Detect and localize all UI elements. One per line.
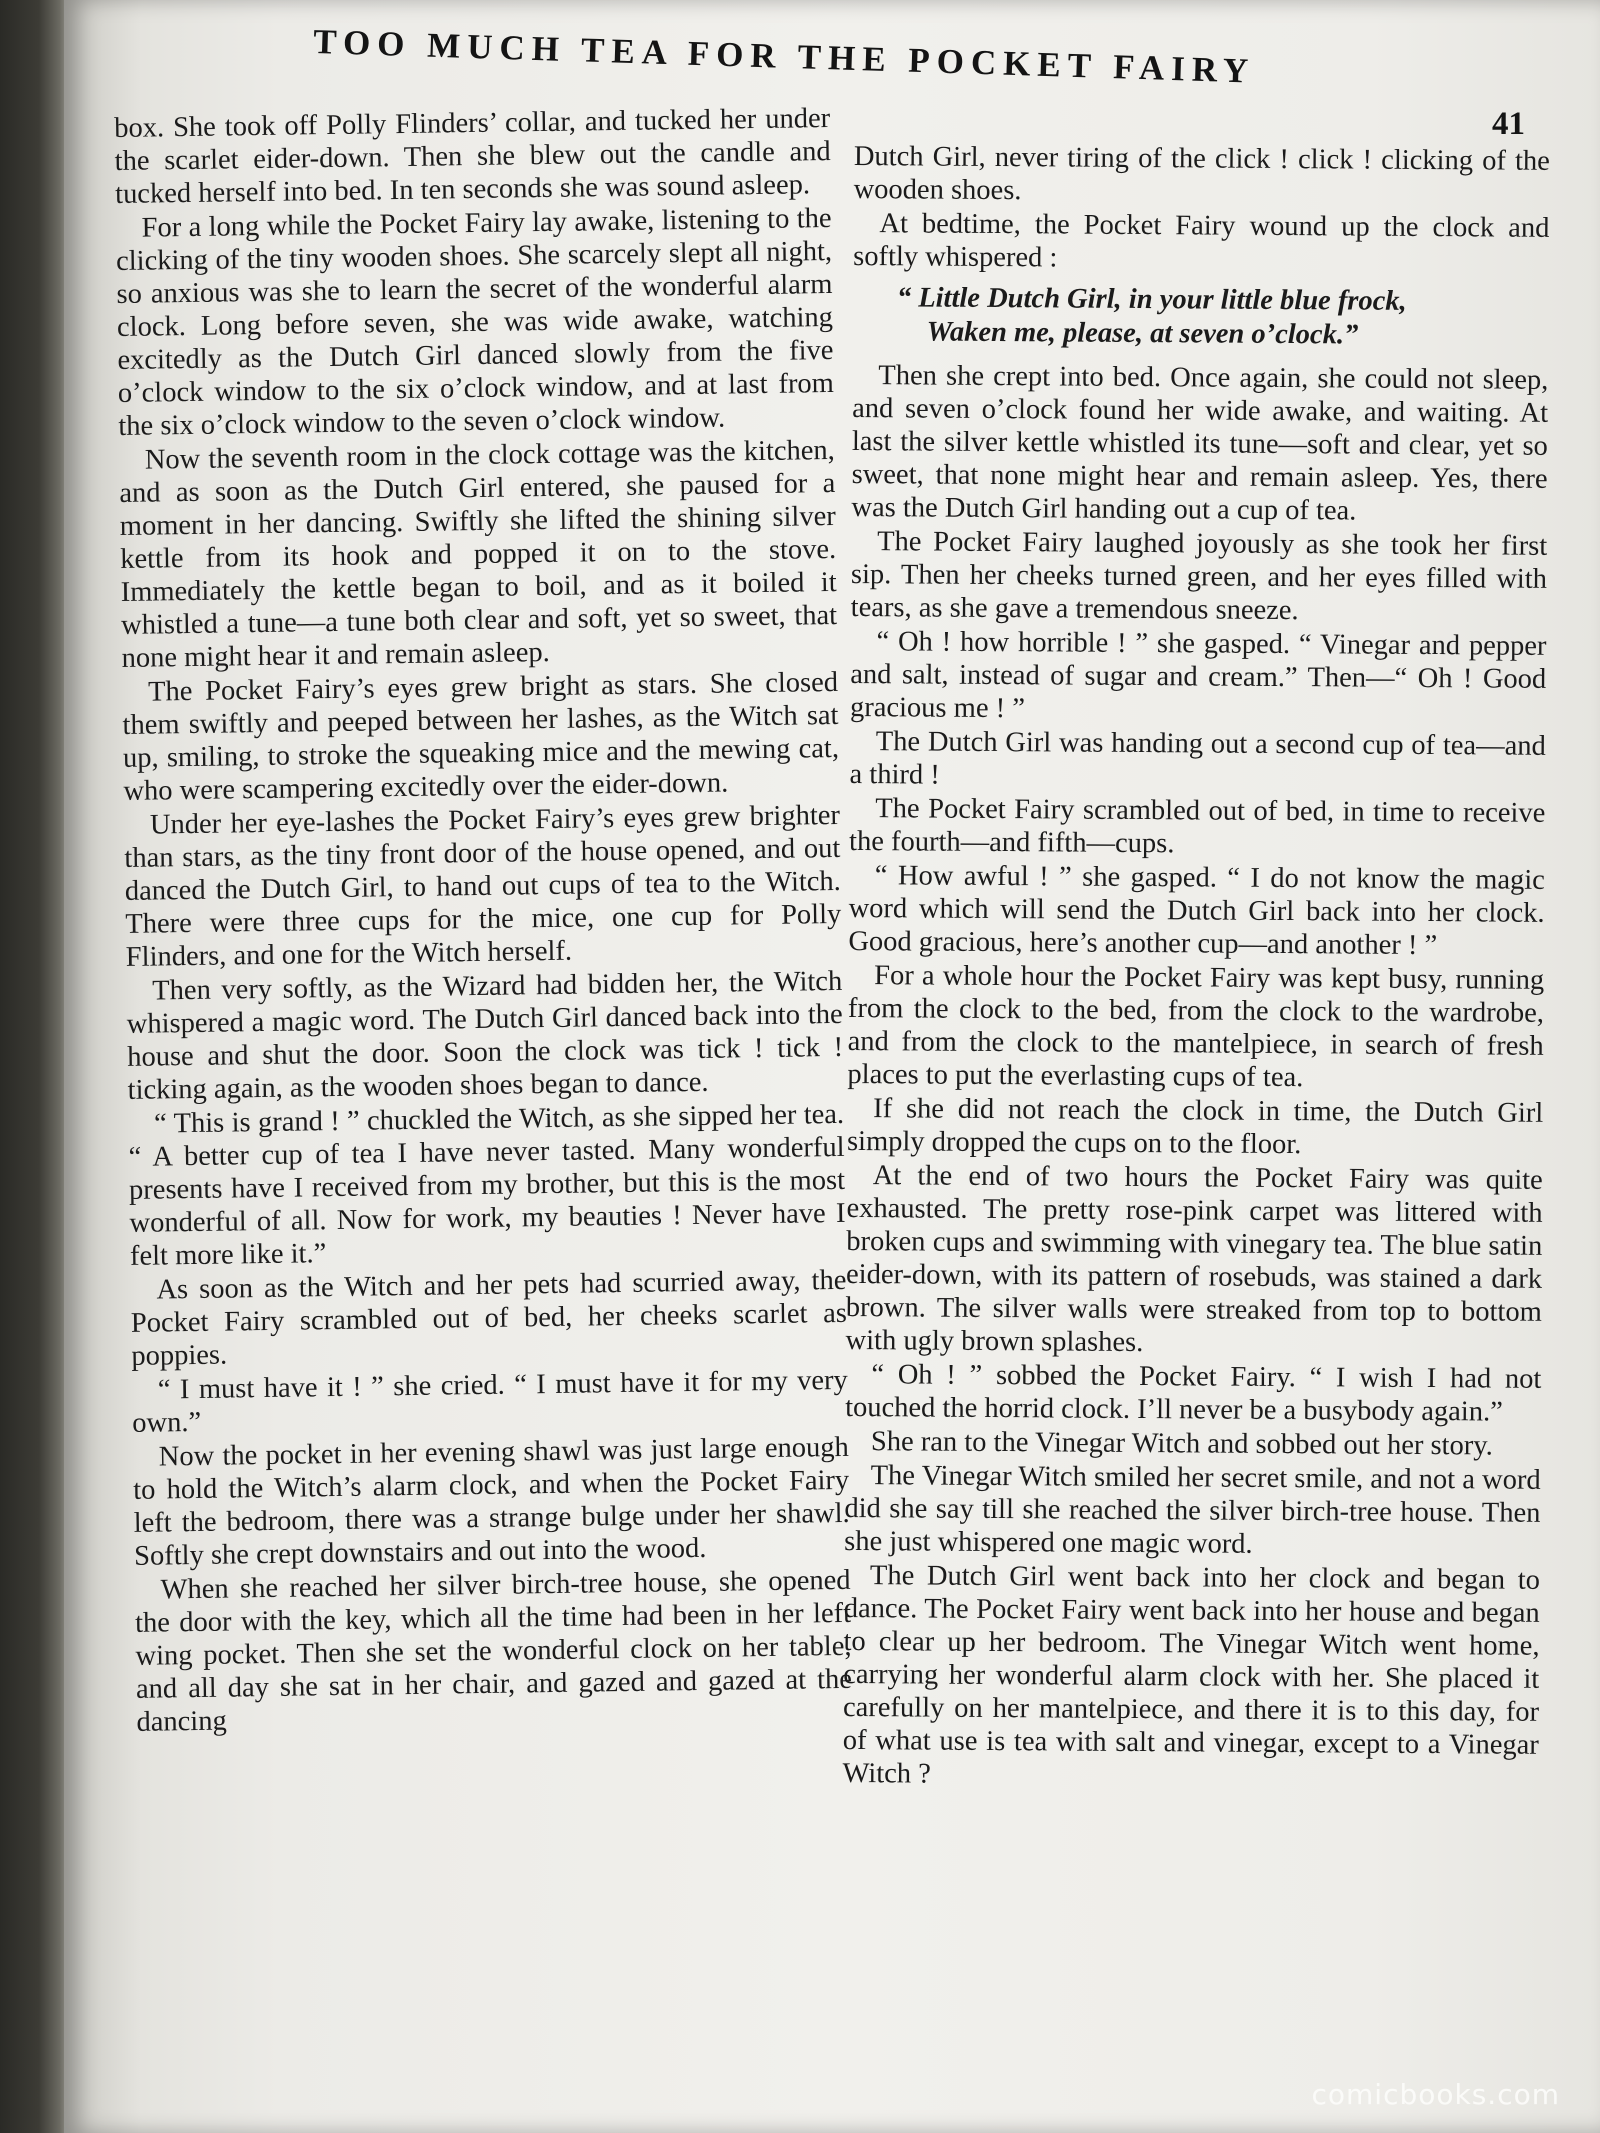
paragraph: box. She took off Polly Flinders’ collar, and tucked her under the scarlet eider-down. Then she blew out the candle and tucked herself into bed. In ten seconds she was sound asleep.	[114, 103, 831, 210]
verse-line: “ Little Dutch Girl, in your little blue frock,	[896, 282, 1407, 317]
book-page	[64, 0, 1600, 2133]
verse-block	[897, 281, 1549, 354]
paragraph: For a whole hour the Pocket Fairy was kept busy, running from the clock to the bed, from the clock to the wardrobe, and from the clock to the mantelpiece, in search of fresh places to put the everlasting cups of tea.	[847, 960, 1545, 1094]
page-number: 41	[1492, 106, 1525, 142]
source-watermark: comicbooks.com	[1311, 2078, 1560, 2111]
paragraph: “ How awful ! ” she gasped. “ I do not know the magic word which will send the Dutch Girl back into her clock. Good gracious, here’s another cup—and another ! ”	[848, 860, 1545, 962]
paragraph: “ Oh ! how horrible ! ” she gasped. “ Vinegar and pepper and salt, instead of sugar and cream.” Then—“ Oh ! Good gracious me ! ”	[849, 626, 1547, 725]
paragraph: The Pocket Fairy laughed joyously as she took her first sip. Then her cheeks turned green, and her eyes filled with tears, as she gave a tremendous sneeze.	[850, 526, 1548, 627]
paragraph: She ran to the Vinegar Witch and sobbed out her story.	[870, 1426, 1493, 1462]
verse-line: Waken me, please, at seven o’clock.”	[926, 316, 1359, 351]
paragraph: “ Oh ! ” sobbed the Pocket Fairy. “ I wish I had not touched the horrid clock. I’ll never be a busybody again.”	[845, 1359, 1542, 1428]
paragraph: The Vinegar Witch smiled her secret smile, and not a word did she say till she reached the silver birch-tree house. Then she just whispered one magic word.	[844, 1460, 1541, 1560]
paragraph: Then she crept into bed. Once again, she could not sleep, and seven o’clock found her wide awake, and waiting. At last the silver kettle whistled its tune—soft and clear, yet so sweet, that none might hear and remain asleep. Yes, there was the Dutch Girl handing out a cup of tea.	[851, 360, 1549, 527]
paragraph: Then very softly, as the Wizard had bidden her, the Witch whispered a magic word. The Dutch Girl danced back into the house and shut the door. Soon the clock was tick ! tick ! ticking again, as the wooden shoes began to dance.	[126, 965, 844, 1106]
paragraph: Under her eye-lashes the Pocket Fairy’s eyes grew brighter than stars, as the tiny front door of the house opened, and out danced the Dutch Girl, to hand out cups of tea to the Witch. There were three cups for the mice, one cup for Polly Flinders, and one for the Witch herself.	[124, 799, 842, 973]
running-title: TOO MUCH TEA FOR THE POCKET FAIRY	[312, 22, 1256, 91]
paragraph: As soon as the Witch and her pets had scurried away, the Pocket Fairy scrambled out of bed, her cheeks scarlet as poppies.	[130, 1264, 848, 1372]
paragraph: Now the pocket in her evening shawl was just large enough to hold the Witch’s alarm clock, and when the Pocket Fairy left the bedroom, there was a strange bulge under her shawl. Softly she crept downstairs and out into the wood.	[133, 1431, 850, 1572]
paragraph: The Pocket Fairy’s eyes grew bright as stars. She closed them swiftly and peeped between her lashes, as the Witch sat up, smiling, to stroke the squeaking mice and the mewing cat, who were scampering excitedly over the eider-down.	[122, 666, 840, 807]
paragraph: The Dutch Girl was handing out a second cup of tea—and a third !	[849, 726, 1546, 791]
book-spine-shadow	[0, 0, 70, 2133]
left-text-column	[114, 102, 853, 1740]
paragraph: Dutch Girl, never tiring of the click ! click ! clicking of the wooden shoes.	[853, 140, 1550, 207]
paragraph: The Pocket Fairy scrambled out of bed, in time to receive the fourth—and fifth—cups.	[848, 793, 1546, 860]
paragraph: For a long while the Pocket Fairy lay awake, listening to the clicking of the tiny wooden shoes. She scarcely slept all night, so anxious was she to learn the secret of the wonderful alarm clock. Long before seven, she was wide awake, watching excitedly as the Dutch Girl danced slowly from the five o’clock window to the six o’clock window, and at last from the six o’clock window to the seven o’clock window.	[115, 202, 835, 442]
right-text-column	[842, 140, 1550, 1796]
paragraph: The Dutch Girl went back into her clock and began to dance. The Pocket Fairy went back into her house and began to clear up her bedroom. The Vinegar Witch went home, carrying her wonderful alarm clock with her. She placed it carefully on her mantelpiece, and there it is to this day, for of what use is tea with salt and vinegar, except to a Vinegar Witch ?	[842, 1560, 1541, 1790]
paragraph: “ This is grand ! ” chuckled the Witch, as she sipped her tea. “ A better cup of tea I have never tasted. Many wonderful presents have I received from my brother, but this is the most wonderful of all. Now for work, my beauties ! Never have I felt more like it.”	[128, 1098, 846, 1272]
paragraph: If she did not reach the clock in time, the Dutch Girl simply dropped the cups on to the floor.	[846, 1093, 1544, 1161]
paragraph: Now the seventh room in the clock cottage was the kitchen, and as soon as the Dutch Girl entered, she paused for a moment in her dancing. Swiftly she lifted the shining silver kettle from its hook and popped it on to the stove. Immediately the kettle began to boil, and as it boiled it whistled a tune—a tune both clear and soft, yet so sweet, that none might hear it and remain asleep.	[119, 434, 838, 674]
paragraph: “ I must have it ! ” she cried. “ I must have it for my very own.”	[132, 1364, 848, 1439]
paragraph: At the end of two hours the Pocket Fairy was quite exhausted. The pretty rose-pink carpet was littered with broken cups and swimming with vinegary tea. The blue satin eider-down, with its pattern of rosebuds, was stained a dark brown. The silver walls were streaked from top to bottom with ugly brown splashes.	[845, 1160, 1543, 1359]
paragraph: When she reached her silver birch-tree house, she opened the door with the key, which all the time had been in her left wing pocket. Then she set the wonderful clock on her table, and all day she sat in her chair, and gazed and gazed at the dancing	[134, 1564, 853, 1738]
paragraph: At bedtime, the Pocket Fairy wound up the clock and softly whispered :	[853, 208, 1550, 274]
